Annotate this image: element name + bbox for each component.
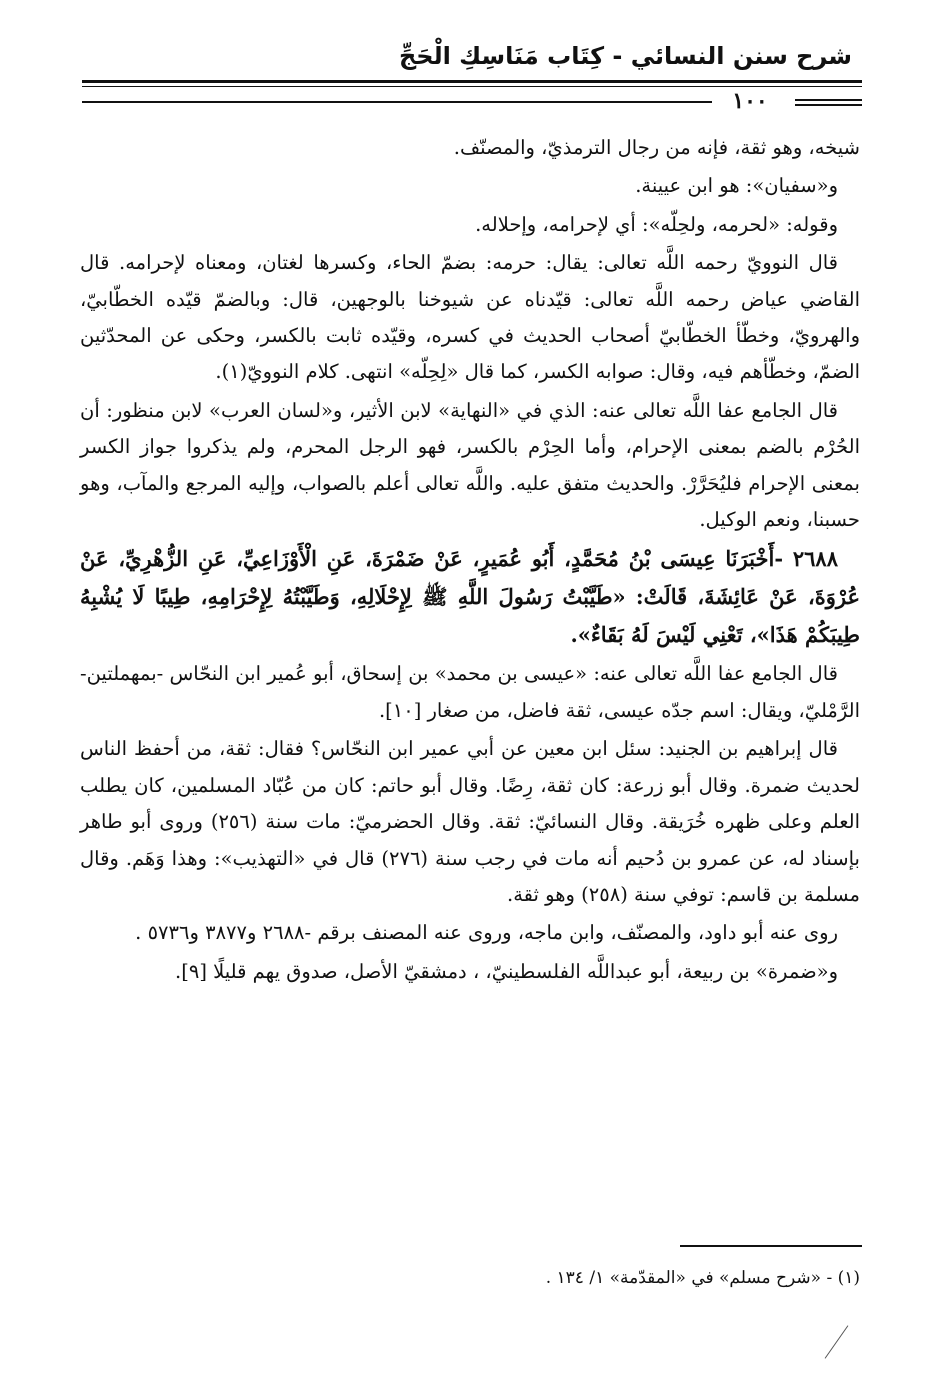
page-number-rule-long — [82, 101, 712, 103]
paragraph: قال إبراهيم بن الجنيد: سئل ابن معين عن أبي عمير ابن النحّاس؟ فقال: ثقة، من أحفظ الناس لحديث ضمرة. وقال أبو زرعة: كان ثقة، رِضًا. وقال أبو حاتم: كان من عُبّاد المسلمين، كان يطلب العلم وعلى ظهره خُرَيقة. وقال النسائيّ: ثقة. وقال الحضرميّ: مات سنة (٢٥٦) وروى أبو طاهر بإسناد له، عن عمرو بن دُحيم أنه مات في رجب سنة (٢٧٦) قال في «التهذيب»: وهذا وَهَم. وقال مسلمة بن قاسم: توفي سنة (٢٥٨) وهو ثقة. — [80, 737, 861, 906]
paragraph: و«سفيان»: هو ابن عيينة. — [635, 174, 838, 198]
running-header-title: شرح سنن النسائي - كِتَاب مَنَاسِكِ الْحَجِّ — [398, 42, 852, 70]
main-text — [80, 130, 860, 992]
hadith-text: ٢٦٨٨ -أَخْبَرَنَا عِيسَى بْنُ مُحَمَّدٍ، أَبُو عُمَيرٍ، عَنْ ضَمْرَةَ، عَنِ الْأَوْزَاعِيِّ، عَنِ الزُّهْرِيِّ، عَنْ عُرْوَةَ، عَنْ عَائِشَةَ، قَالَتْ: «طَيَّبْتُ رَسُولَ اللَّهِ ﷺ لِإِحْلَالِهِ، وَطَيَّبْتُهُ لِإِحْرَامِهِ، طِيبًا لَا يُشْبِهُ طِيبَكُمْ هَذَا»، تَعْنِي لَيْسَ لَهُ بَقَاءٌ». — [80, 546, 860, 648]
paragraph: روى عنه أبو داود، والمصنّف، وابن ماجه، وروى عنه المصنف برقم -٢٦٨٨ و٣٨٧٧ و٥٧٣٦ . — [135, 921, 838, 945]
paragraph: قال الجامع عفا اللَّه تعالى عنه: الذي في «النهاية» لابن الأثير، و«لسان العرب» لابن منظور: أن الحُرْم بالضم بمعنى الإحرام، وأما الحِرْم بالكسر، فهو الرجل المحرم، ولم يذكروا جواز الكسر بمعنى الإحرام فليُحَرَّرْ. والحديث متفق عليه. واللَّه تعالى أعلم بالصواب، وإليه المرجع والمآب، وهو حسبنا، ونعم الوكيل. — [80, 398, 860, 532]
header-rule — [82, 80, 862, 83]
paragraph: قال النوويّ رحمه اللَّه تعالى: يقال: حرمه: بضمّ الحاء، وكسرها لغتان، ومعناه لإحرامه. قال القاضي عياض رحمه اللَّه تعالى: قيّدناه عن شيوخنا بالوجهين، قال: وبالضمّ قيّده الخطّابيّ، والهرويّ، وخطّأ الخطّابيّ أصحاب الحديث في كسره، وقيّده ثابت بالكسر، وحكى عن المحدّثين الضمّ، وخطّأهم فيه، وقال: صوابه الكسر، كما قال «لِحِلّه» انتهى. كلام النوويّ(١). — [80, 251, 860, 384]
paragraph: شيخه، وهو ثقة، فإنه من رجال الترمذيّ، والمصنّف. — [453, 136, 860, 159]
paragraph: قال الجامع عفا اللَّه تعالى عنه: «عيسى بن محمد» بن إسحاق، أبو عُمير ابن النحّاس -بمهملتين- الرَّمْليّ، ويقال: اسم جدّه عيسى، ثقة فاضل، من صغار [١٠]. — [80, 662, 860, 722]
page-number-rule — [795, 99, 862, 101]
header-rule-thin — [82, 86, 862, 87]
scan-mark — [825, 1325, 849, 1358]
page-number-rule — [795, 104, 862, 106]
page-number: ١٠٠ — [720, 88, 780, 114]
paragraph: و«ضمرة» بن ربيعة، أبو عبداللَّه الفلسطينيّ، ، دمشقيّ الأصل، صدوق يهم قليلًا [٩]. — [175, 959, 838, 983]
paragraph: وقوله: «لحرمه، ولحِلّه»: أي لإحرامه، وإحلاله. — [475, 212, 838, 236]
footnote-divider — [680, 1245, 862, 1247]
footnote: (١) - «شرح مسلم» في «المقدّمة» ١/ ١٣٤ . — [545, 1268, 860, 1288]
